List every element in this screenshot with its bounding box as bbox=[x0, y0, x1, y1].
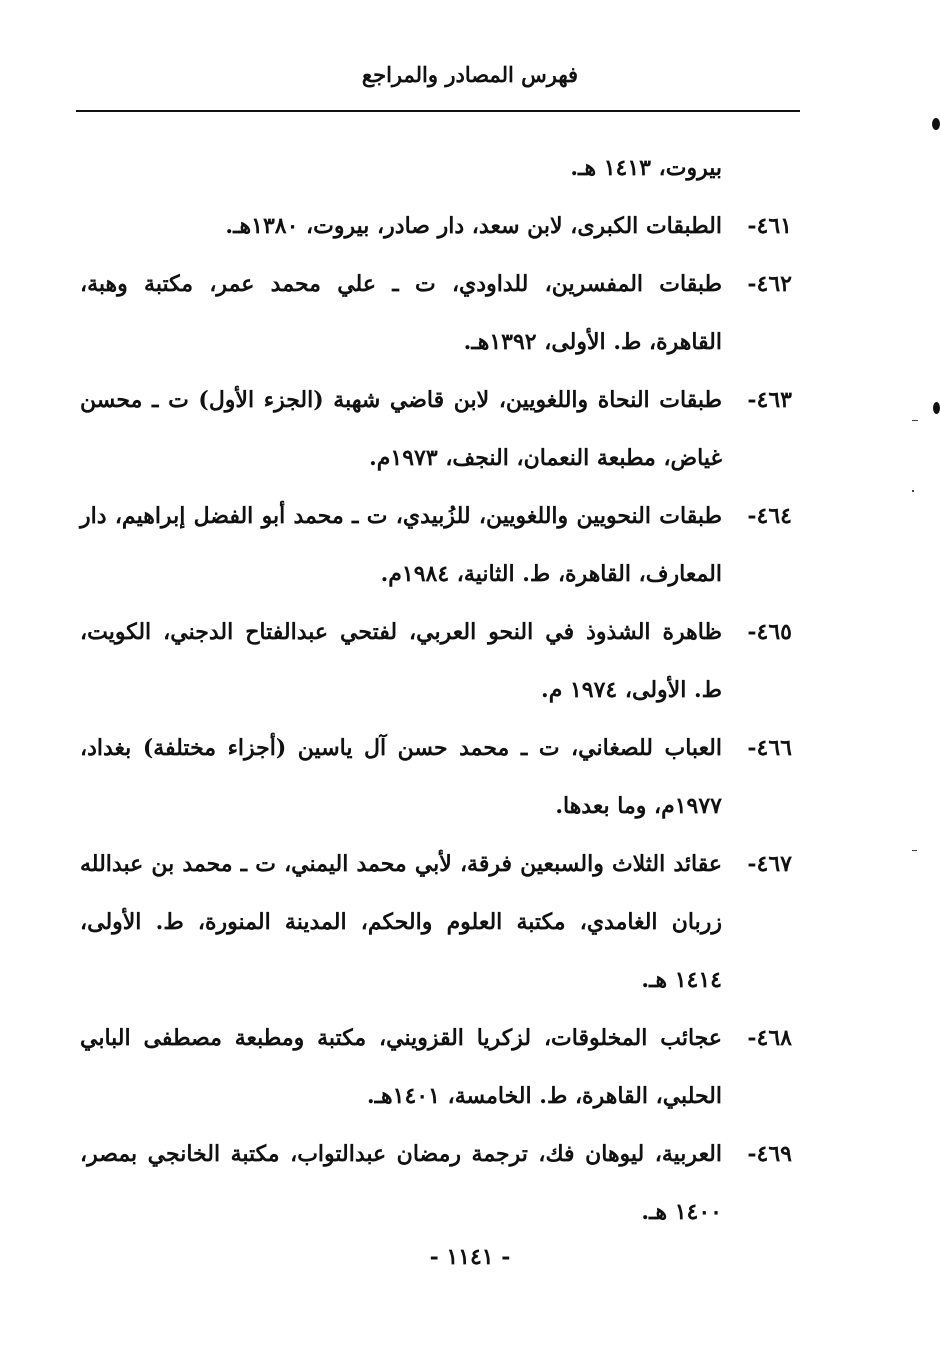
entry-text: عجائب المخلوقات، لزكريا القزويني، مكتبة ومطبعة مصطفى البابي الحلبي، القاهرة، ط. الخامسة، ١٤٠١هـ. bbox=[80, 1025, 722, 1109]
bibliography-entry-468 bbox=[80, 1009, 792, 1125]
entry-number: ٤٦١- bbox=[747, 213, 792, 239]
entry-number: ٤٦٨- bbox=[747, 1025, 792, 1051]
bibliography-entry-464 bbox=[80, 487, 792, 603]
bibliography-list bbox=[80, 139, 792, 1241]
bibliography-entry-462 bbox=[80, 255, 792, 371]
entry-number: ٤٦٣- bbox=[747, 387, 792, 413]
scan-speck bbox=[912, 420, 918, 421]
entry-number: ٤٦٧- bbox=[747, 851, 792, 877]
scan-mark bbox=[933, 402, 940, 414]
scan-speck bbox=[912, 850, 917, 851]
entry-continuation: بيروت، ١٤١٣ هـ. bbox=[570, 155, 722, 181]
running-header: فهرس المصادر والمراجع bbox=[361, 62, 579, 87]
scan-speck bbox=[912, 490, 914, 492]
bibliography-entry-461 bbox=[80, 197, 792, 255]
bibliography-entry-463 bbox=[80, 371, 792, 487]
page-number: - ١١٤١ - bbox=[429, 1244, 511, 1270]
bibliography-entry-469 bbox=[80, 1125, 792, 1241]
bibliography-entry-467 bbox=[80, 835, 792, 1009]
entry-text: العربية، ليوهان فك، ترجمة رمضان عبدالتواب، مكتبة الخانجي بمصر، ١٤٠٠ هـ. bbox=[80, 1141, 722, 1225]
entry-number: ٤٦٥- bbox=[747, 619, 792, 645]
bibliography-entry-466 bbox=[80, 719, 792, 835]
entry-text: ظاهرة الشذوذ في النحو العربي، لفتحي عبدالفتاح الدجني، الكويت، ط. الأولى، ١٩٧٤ م. bbox=[80, 619, 722, 703]
entry-number: ٤٦٢- bbox=[747, 271, 792, 297]
scan-mark bbox=[932, 118, 940, 130]
entry-text: العباب للصغاني، ت ـ محمد حسن آل ياسين (أجزاء مختلفة) بغداد، ١٩٧٧م، وما بعدها. bbox=[80, 735, 722, 819]
entry-number: ٤٦٤- bbox=[747, 503, 792, 529]
entry-text: طبقات المفسرين، للداودي، ت ـ علي محمد عمر، مكتبة وهبة، القاهرة، ط. الأولى، ١٣٩٢هـ. bbox=[80, 271, 722, 355]
entry-text: عقائد الثلاث والسبعين فرقة، لأبي محمد اليمني، ت ـ محمد بن عبدالله زربان الغامدي، مكتبة العلوم والحكم، المدينة المنورة، ط. الأولى، ١٤١٤ هـ. bbox=[80, 851, 722, 993]
entry-text: طبقات النحويين واللغويين، للزُبيدي، ت ـ محمد أبو الفضل إبراهيم، دار المعارف، القاهرة، ط. الثانية، ١٩٨٤م. bbox=[80, 503, 722, 587]
header-rule bbox=[76, 110, 800, 112]
entry-text: الطبقات الكبرى، لابن سعد، دار صادر، بيروت، ١٣٨٠هـ. bbox=[225, 213, 722, 239]
entry-number: ٤٦٦- bbox=[747, 735, 792, 761]
entry-number: ٤٦٩- bbox=[747, 1141, 792, 1167]
bibliography-entry-465 bbox=[80, 603, 792, 719]
entry-text: طبقات النحاة واللغويين، لابن قاضي شهبة (الجزء الأول) ت ـ محسن غياض، مطبعة النعمان، النجف، ١٩٧٣م. bbox=[80, 387, 722, 471]
